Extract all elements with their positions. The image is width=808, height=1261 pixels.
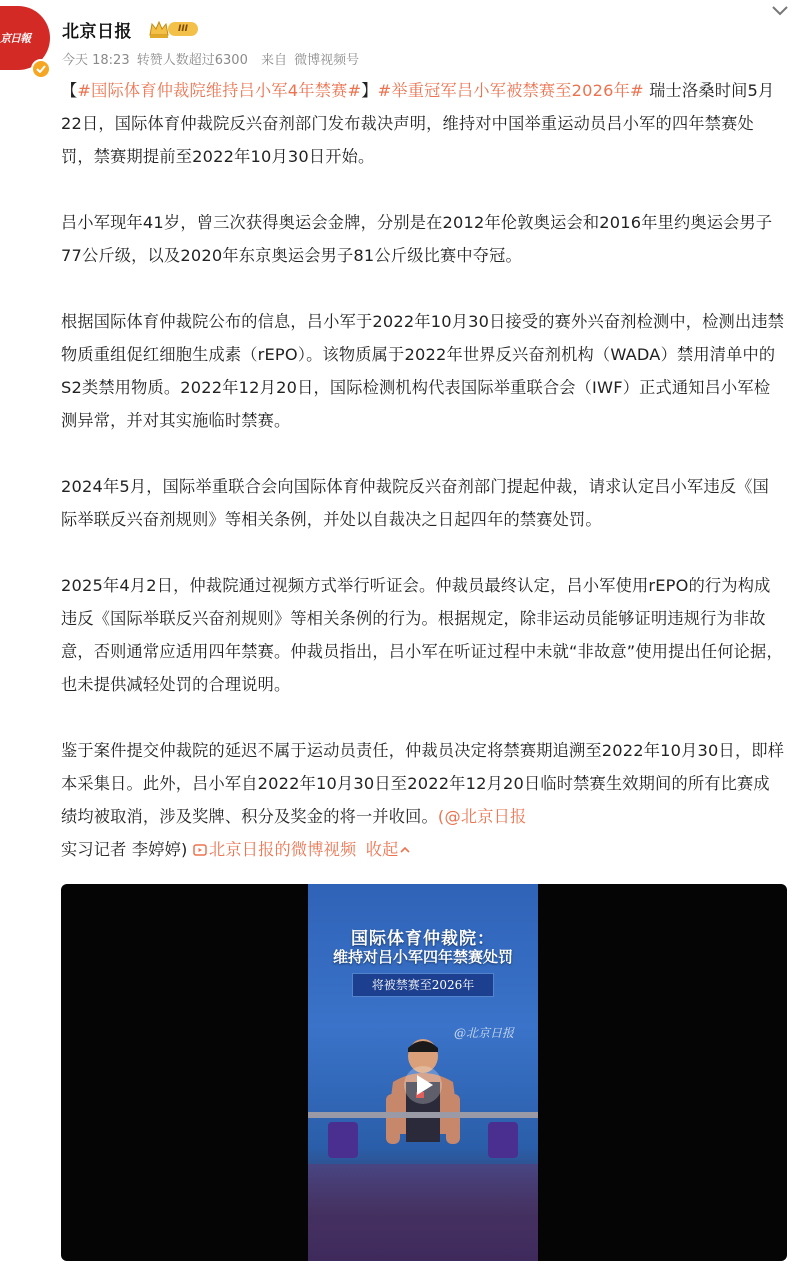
mention-link[interactable]: @北京日报: [444, 807, 527, 826]
collapse-label: 收起: [365, 840, 399, 859]
video-title-line1: 国际体育仲裁院：: [351, 929, 495, 949]
post-time[interactable]: 今天 18:23: [62, 53, 130, 68]
source-prefix: 来自: [260, 53, 287, 68]
video-player[interactable]: [61, 884, 787, 1261]
video-watermark: @北京日报: [454, 1026, 515, 1040]
verified-icon: [31, 59, 51, 79]
paragraph-text: 鉴于案件提交仲裁院的延迟不属于运动员责任，仲裁员决定将禁赛期追溯至2022年10月30日，即样本采集日。此外，吕小军自2022年10月30日至2022年12月20日临时禁赛生效期间的所有比赛成绩均被取消，涉及奖牌、积分及奖金的将一并收回。: [61, 741, 785, 826]
close-bracket: 】: [361, 81, 378, 100]
hashtag-link[interactable]: #举重冠军吕小军被禁赛至2026年#: [377, 81, 644, 100]
paragraph-1: [61, 74, 785, 173]
credit-text: 实习记者 李婷婷): [61, 840, 188, 859]
video-source-label: 北京日报的微博视频: [208, 840, 357, 859]
chevron-up-icon: [399, 845, 411, 855]
account-name[interactable]: 北京日报: [62, 22, 132, 42]
video-title-line2: 维持对吕小军四年禁赛处罚: [332, 948, 513, 966]
paragraph-text: 瑞士洛桑时间5月22日，国际体育仲裁院反兴奋剂部门发布裁决声明，维持对中国举重运动员吕小军的四年禁赛处罚，禁赛期提前至2022年10月30日开始。: [61, 81, 775, 166]
barbell-plate: [328, 1122, 358, 1158]
paragraph-4: 2024年5月，国际举重联合会向国际体育仲裁院反兴奋剂部门提起仲裁，请求认定吕小军违反《国际举联反兴奋剂规则》等相关条例，并处以自裁决之日起四年的禁赛处罚。: [61, 477, 769, 529]
paragraph-6: [61, 734, 785, 866]
video-source-link[interactable]: [193, 840, 357, 859]
avatar[interactable]: [0, 6, 50, 70]
post-meta: [62, 49, 362, 68]
avatar-logo-text: 京日報: [0, 32, 30, 45]
hashtag-link[interactable]: #国际体育仲裁院维持吕小军4年禁赛#: [77, 81, 362, 100]
post-source[interactable]: 微博视频号: [294, 53, 360, 68]
video-frame: [308, 884, 538, 1261]
vip-level: III: [168, 22, 198, 36]
barbell: [308, 1112, 538, 1118]
video-subtitle: 将被禁赛至2026年: [353, 974, 493, 996]
paragraph-3: 根据国际体育仲裁院公布的信息，吕小军于2022年10月30日接受的赛外兴奋剂检测中，检测出违禁物质重组促红细胞生成素（rEPO）。该物质属于2022年世界反兴奋剂机构（WADA）禁用清单中的S2类禁用物质。2022年12月20日，国际检测机构代表国际举重联合会（IWF）正式通知吕小军检测异常，并对其实施临时禁赛。: [61, 312, 785, 430]
credit-open: (: [437, 807, 445, 826]
barbell-plate: [488, 1122, 518, 1158]
crown-icon: [148, 19, 170, 39]
open-bracket: 【: [61, 81, 78, 100]
video-blur-band: [308, 1164, 538, 1261]
post-text: [61, 74, 785, 866]
vip-badge[interactable]: [148, 19, 200, 39]
chevron-down-icon[interactable]: [770, 4, 790, 18]
collapse-link[interactable]: [366, 840, 411, 859]
play-icon[interactable]: [403, 1065, 443, 1105]
paragraph-5: 2025年4月2日，仲裁院通过视频方式举行听证会。仲裁员最终认定，吕小军使用rEPO的行为构成违反《国际举联反兴奋剂规则》等相关条例的行为。根据规定，除非运动员能够证明违规行为非故意，否则通常应适用四年禁赛。仲裁员指出，吕小军在听证过程中未就“非故意”使用提出任何论据，也未提供减轻处罚的合理说明。: [61, 576, 783, 694]
paragraph-2: 吕小军现年41岁，曾三次获得奥运会金牌，分别是在2012年伦敦奥运会和2016年里约奥运会男子77公斤级，以及2020年东京奥运会男子81公斤级比赛中夺冠。: [61, 213, 773, 265]
repost-info: 转赞人数超过6300: [136, 53, 248, 68]
video-icon: [193, 844, 207, 856]
